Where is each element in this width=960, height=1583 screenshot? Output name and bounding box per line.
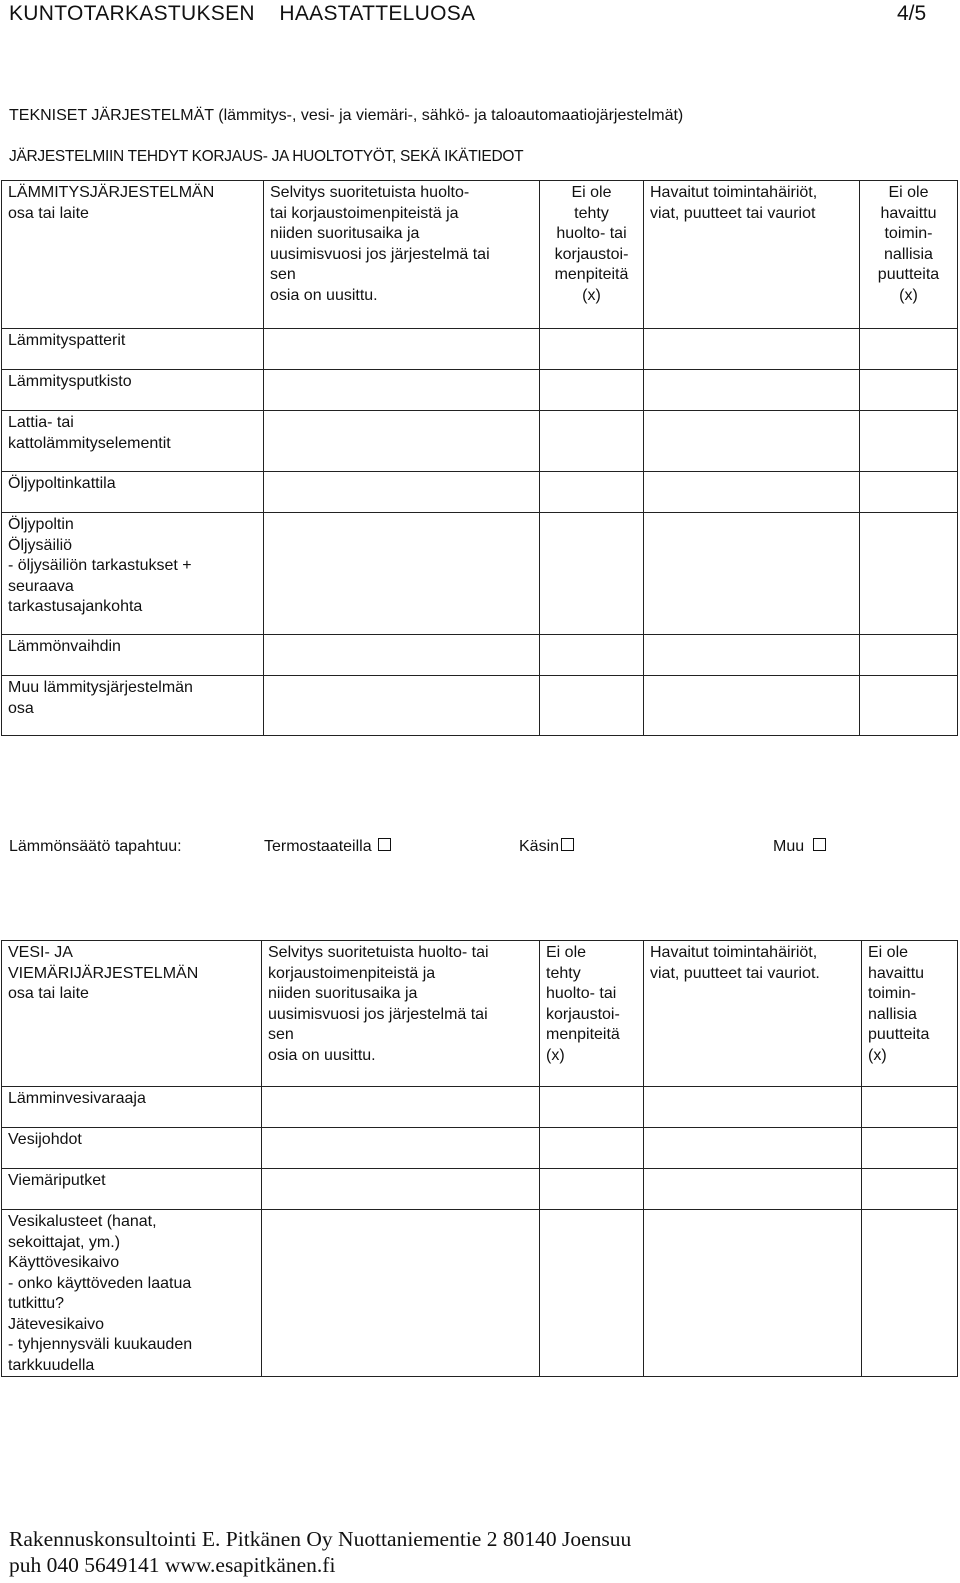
document-title: KUNTOTARKASTUKSEN HAASTATTELUOSA bbox=[9, 2, 476, 25]
faults-field[interactable] bbox=[644, 1169, 862, 1210]
option-label: Termostaateilla bbox=[264, 838, 372, 855]
column-header-no-maintenance: Ei ole tehty huolto- tai korjaustoi- menpiteitä (x) bbox=[540, 181, 644, 329]
table-row bbox=[2, 1210, 958, 1377]
section-title: TEKNISET JÄRJESTELMÄT (lämmitys-, vesi- ja viemäri-, sähkö- ja taloautomaatiojärjestelmät) bbox=[9, 107, 684, 124]
faults-field[interactable] bbox=[644, 1128, 862, 1169]
no-maintenance-field[interactable] bbox=[540, 676, 644, 736]
explanation-field[interactable] bbox=[264, 411, 540, 472]
table-row bbox=[2, 472, 958, 513]
row-label: Lattia- tai kattolämmityselementit bbox=[2, 411, 264, 472]
column-header-explanation: Selvitys suoritetuista huolto- tai korjaustoimenpiteistä ja niiden suoritusaika ja uusimisvuosi jos järjestelmä tai sen osia on uusittu. bbox=[262, 941, 540, 1087]
explanation-field[interactable] bbox=[262, 1210, 540, 1377]
explanation-field[interactable] bbox=[262, 1169, 540, 1210]
table-header-row bbox=[2, 941, 958, 1087]
checkbox-icon[interactable] bbox=[378, 838, 391, 851]
no-defects-field[interactable] bbox=[862, 1169, 958, 1210]
checkbox-icon[interactable] bbox=[561, 838, 574, 851]
no-defects-field[interactable] bbox=[860, 513, 958, 635]
explanation-field[interactable] bbox=[264, 676, 540, 736]
no-defects-field[interactable] bbox=[860, 370, 958, 411]
checkbox-icon[interactable] bbox=[813, 838, 826, 851]
no-defects-field[interactable] bbox=[862, 1128, 958, 1169]
no-defects-field[interactable] bbox=[860, 472, 958, 513]
row-label: Öljypoltin Öljysäiliö - öljysäiliön tarkastukset + seuraava tarkastusajankohta bbox=[2, 513, 264, 635]
explanation-field[interactable] bbox=[264, 329, 540, 370]
column-header-explanation: Selvitys suoritetuista huolto- tai korjaustoimenpiteistä ja niiden suoritusaika ja uusimisvuosi jos järjestelmä tai sen osia on uusittu. bbox=[264, 181, 540, 329]
heat-control-option-manual[interactable] bbox=[519, 838, 574, 856]
no-maintenance-field[interactable] bbox=[540, 472, 644, 513]
explanation-field[interactable] bbox=[264, 635, 540, 676]
explanation-field[interactable] bbox=[264, 513, 540, 635]
faults-field[interactable] bbox=[644, 635, 860, 676]
no-maintenance-field[interactable] bbox=[540, 1128, 644, 1169]
faults-field[interactable] bbox=[644, 513, 860, 635]
no-maintenance-field[interactable] bbox=[540, 1210, 644, 1377]
no-defects-field[interactable] bbox=[862, 1210, 958, 1377]
faults-field[interactable] bbox=[644, 1210, 862, 1377]
explanation-field[interactable] bbox=[264, 370, 540, 411]
row-label: Lämmönvaihdin bbox=[2, 635, 264, 676]
faults-field[interactable] bbox=[644, 329, 860, 370]
row-label: Lämminvesivaraaja bbox=[2, 1087, 262, 1128]
table-row bbox=[2, 1087, 958, 1128]
column-header-no-maintenance: Ei ole tehty huolto- tai korjaustoi- menpiteitä (x) bbox=[540, 941, 644, 1087]
option-label: Käsin bbox=[519, 838, 560, 855]
column-header-faults: Havaitut toimintahäiriöt, viat, puutteet tai vauriot bbox=[644, 181, 860, 329]
footer-company-address: Rakennuskonsultointi E. Pitkänen Oy Nuottaniementie 2 80140 Joensuu bbox=[9, 1527, 632, 1551]
no-defects-field[interactable] bbox=[860, 411, 958, 472]
column-header-no-defects: Ei ole havaittu toimin- nallisia puutteita (x) bbox=[862, 941, 958, 1087]
column-header-no-defects: Ei ole havaittu toimin- nallisia puutteita (x) bbox=[860, 181, 958, 329]
option-label: Muu bbox=[773, 838, 805, 855]
no-maintenance-field[interactable] bbox=[540, 513, 644, 635]
no-defects-field[interactable] bbox=[860, 676, 958, 736]
no-maintenance-field[interactable] bbox=[540, 635, 644, 676]
heat-control-label: Lämmönsäätö tapahtuu: bbox=[9, 838, 182, 855]
no-defects-field[interactable] bbox=[860, 329, 958, 370]
table-row bbox=[2, 513, 958, 635]
explanation-field[interactable] bbox=[262, 1087, 540, 1128]
row-label: Vesikalusteet (hanat, sekoittajat, ym.) Käyttövesikaivo - onko käyttöveden laatua tutkittu? Jätevesikaivo - tyhjennysväli kuukauden tarkkuudella bbox=[2, 1210, 262, 1377]
table-row bbox=[2, 411, 958, 472]
table-header-row bbox=[2, 181, 958, 329]
explanation-field[interactable] bbox=[262, 1128, 540, 1169]
page-number: 4/5 bbox=[897, 2, 927, 25]
table-row bbox=[2, 370, 958, 411]
column-header-faults: Havaitut toimintahäiriöt, viat, puutteet tai vauriot. bbox=[644, 941, 862, 1087]
faults-field[interactable] bbox=[644, 1087, 862, 1128]
faults-field[interactable] bbox=[644, 411, 860, 472]
heat-control-option-other[interactable] bbox=[773, 838, 826, 856]
section-subtitle: JÄRJESTELMIIN TEHDYT KORJAUS- JA HUOLTOTYÖT, SEKÄ IKÄTIEDOT bbox=[9, 148, 524, 165]
water-system-table bbox=[1, 940, 958, 1377]
table-row bbox=[2, 1128, 958, 1169]
table-row bbox=[2, 676, 958, 736]
no-maintenance-field[interactable] bbox=[540, 1087, 644, 1128]
no-maintenance-field[interactable] bbox=[540, 329, 644, 370]
column-header-part: VESI- JA VIEMÄRIJÄRJESTELMÄN osa tai laite bbox=[2, 941, 262, 1087]
heating-system-table bbox=[1, 180, 958, 736]
no-maintenance-field[interactable] bbox=[540, 411, 644, 472]
heat-control-option-thermostats[interactable] bbox=[264, 838, 391, 856]
faults-field[interactable] bbox=[644, 370, 860, 411]
faults-field[interactable] bbox=[644, 676, 860, 736]
row-label: Lämmitysputkisto bbox=[2, 370, 264, 411]
column-header-part: LÄMMITYSJÄRJESTELMÄN osa tai laite bbox=[2, 181, 264, 329]
table-row bbox=[2, 1169, 958, 1210]
row-label: Viemäriputket bbox=[2, 1169, 262, 1210]
row-label: Vesijohdot bbox=[2, 1128, 262, 1169]
table-row bbox=[2, 329, 958, 370]
faults-field[interactable] bbox=[644, 472, 860, 513]
row-label: Öljypoltinkattila bbox=[2, 472, 264, 513]
no-defects-field[interactable] bbox=[860, 635, 958, 676]
table-row bbox=[2, 635, 958, 676]
row-label: Muu lämmitysjärjestelmän osa bbox=[2, 676, 264, 736]
footer-contact: puh 040 5649141 www.esapitkänen.fi bbox=[9, 1553, 336, 1577]
no-maintenance-field[interactable] bbox=[540, 370, 644, 411]
no-defects-field[interactable] bbox=[862, 1087, 958, 1128]
explanation-field[interactable] bbox=[264, 472, 540, 513]
row-label: Lämmityspatterit bbox=[2, 329, 264, 370]
no-maintenance-field[interactable] bbox=[540, 1169, 644, 1210]
